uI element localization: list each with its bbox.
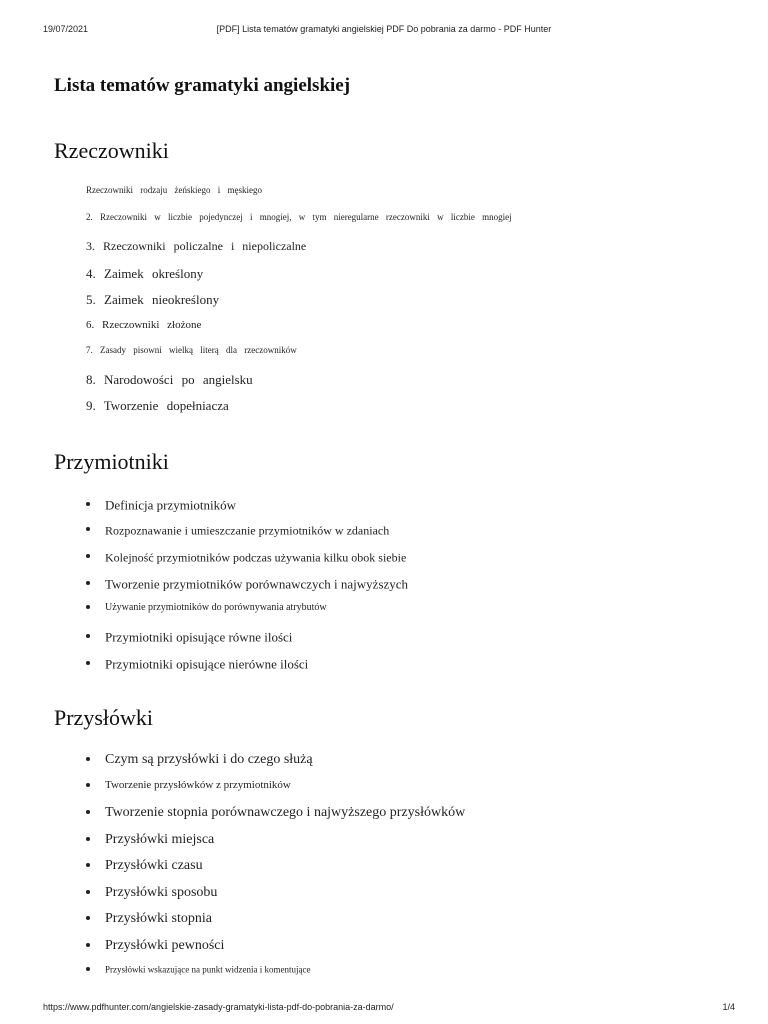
section-heading-przyslowki: Przysłówki [54, 705, 153, 730]
bullet-icon [86, 837, 90, 841]
list-item: Przysłówki wskazujące na punkt widzenia i komentujące [86, 965, 310, 974]
list-item: Przysłówki sposobu [86, 886, 217, 900]
list-item: 9. Tworzenie dopełniacza [86, 398, 229, 413]
list-item: Tworzenie przysłówków z przymiotników [86, 780, 291, 791]
bullet-icon [86, 810, 90, 814]
section-heading-przymiotniki: Przymiotniki [54, 449, 169, 474]
list-item: Czym są przysłówki i do czego służą [86, 753, 313, 767]
list-item: 4. Zaimek określony [86, 266, 204, 281]
list-item: 8. Narodowości po angielsku [86, 372, 253, 387]
list-item: Kolejność przymiotników podczas używania kilku obok siebie [86, 550, 406, 563]
header-title: [PDF] Lista tematów gramatyki angielskiej PDF Do pobrania za darmo - PDF Hunter [216, 24, 552, 34]
list-item: Tworzenie przymiotników porównawczych i najwyższych [86, 576, 408, 591]
bullet-icon [86, 916, 90, 920]
bullet-icon [86, 890, 90, 894]
list-item: Używanie przymiotników do porównywania atrybutów [86, 603, 327, 613]
section-heading-rzeczowniki: Rzeczowniki [54, 138, 169, 163]
list-item: 7. Zasady pisowni wielką literą dla rzeczowników [86, 345, 297, 355]
list-item: Rzeczowniki rodzaju żeńskiego i męskiego [86, 185, 262, 195]
header-date: 19/07/2021 [43, 24, 89, 34]
bullet-icon [86, 605, 90, 609]
bullet-icon [86, 943, 90, 947]
bullet-icon [86, 527, 90, 531]
bullet-icon [86, 967, 90, 971]
footer-page-number: 1/4 [722, 1002, 735, 1012]
list-item: Przysłówki pewności [86, 939, 224, 953]
footer-url: https://www.pdfhunter.com/angielskie-zasady-gramatyki-lista-pdf-do-pobrania-za-darmo/ [43, 1002, 394, 1012]
bullet-icon [86, 634, 90, 638]
list-item: Tworzenie stopnia porównawczego i najwyższego przysłówków [86, 806, 465, 820]
list-item: Przymiotniki opisujące nierówne ilości [86, 656, 308, 671]
list-item: Przymiotniki opisujące równe ilości [86, 629, 292, 644]
bullet-icon [86, 783, 90, 787]
list-item: 5. Zaimek nieokreślony [86, 292, 220, 307]
list-item: 3. Rzeczowniki policzalne i niepoliczalne [86, 239, 307, 253]
bullet-icon [86, 757, 90, 761]
list-item: Definicja przymiotników [86, 497, 236, 512]
bullet-icon [86, 502, 90, 506]
bullet-icon [86, 554, 90, 558]
list-item: 2. Rzeczowniki w liczbie pojedynczej i mnogiej, w tym nieregularne rzeczowniki w liczbie mnogiej [86, 212, 512, 222]
list-item: Przysłówki czasu [86, 859, 203, 873]
bullet-icon [86, 581, 90, 585]
list-item: Rozpoznawanie i umieszczanie przymiotników w zdaniach [86, 523, 389, 536]
bullet-icon [86, 863, 90, 867]
bullet-icon [86, 661, 90, 665]
list-item: Przysłówki miejsca [86, 833, 214, 847]
document-title: Lista tematów gramatyki angielskiej [54, 75, 351, 96]
list-item: Przysłówki stopnia [86, 912, 212, 926]
list-item: 6. Rzeczowniki złożone [86, 319, 202, 331]
